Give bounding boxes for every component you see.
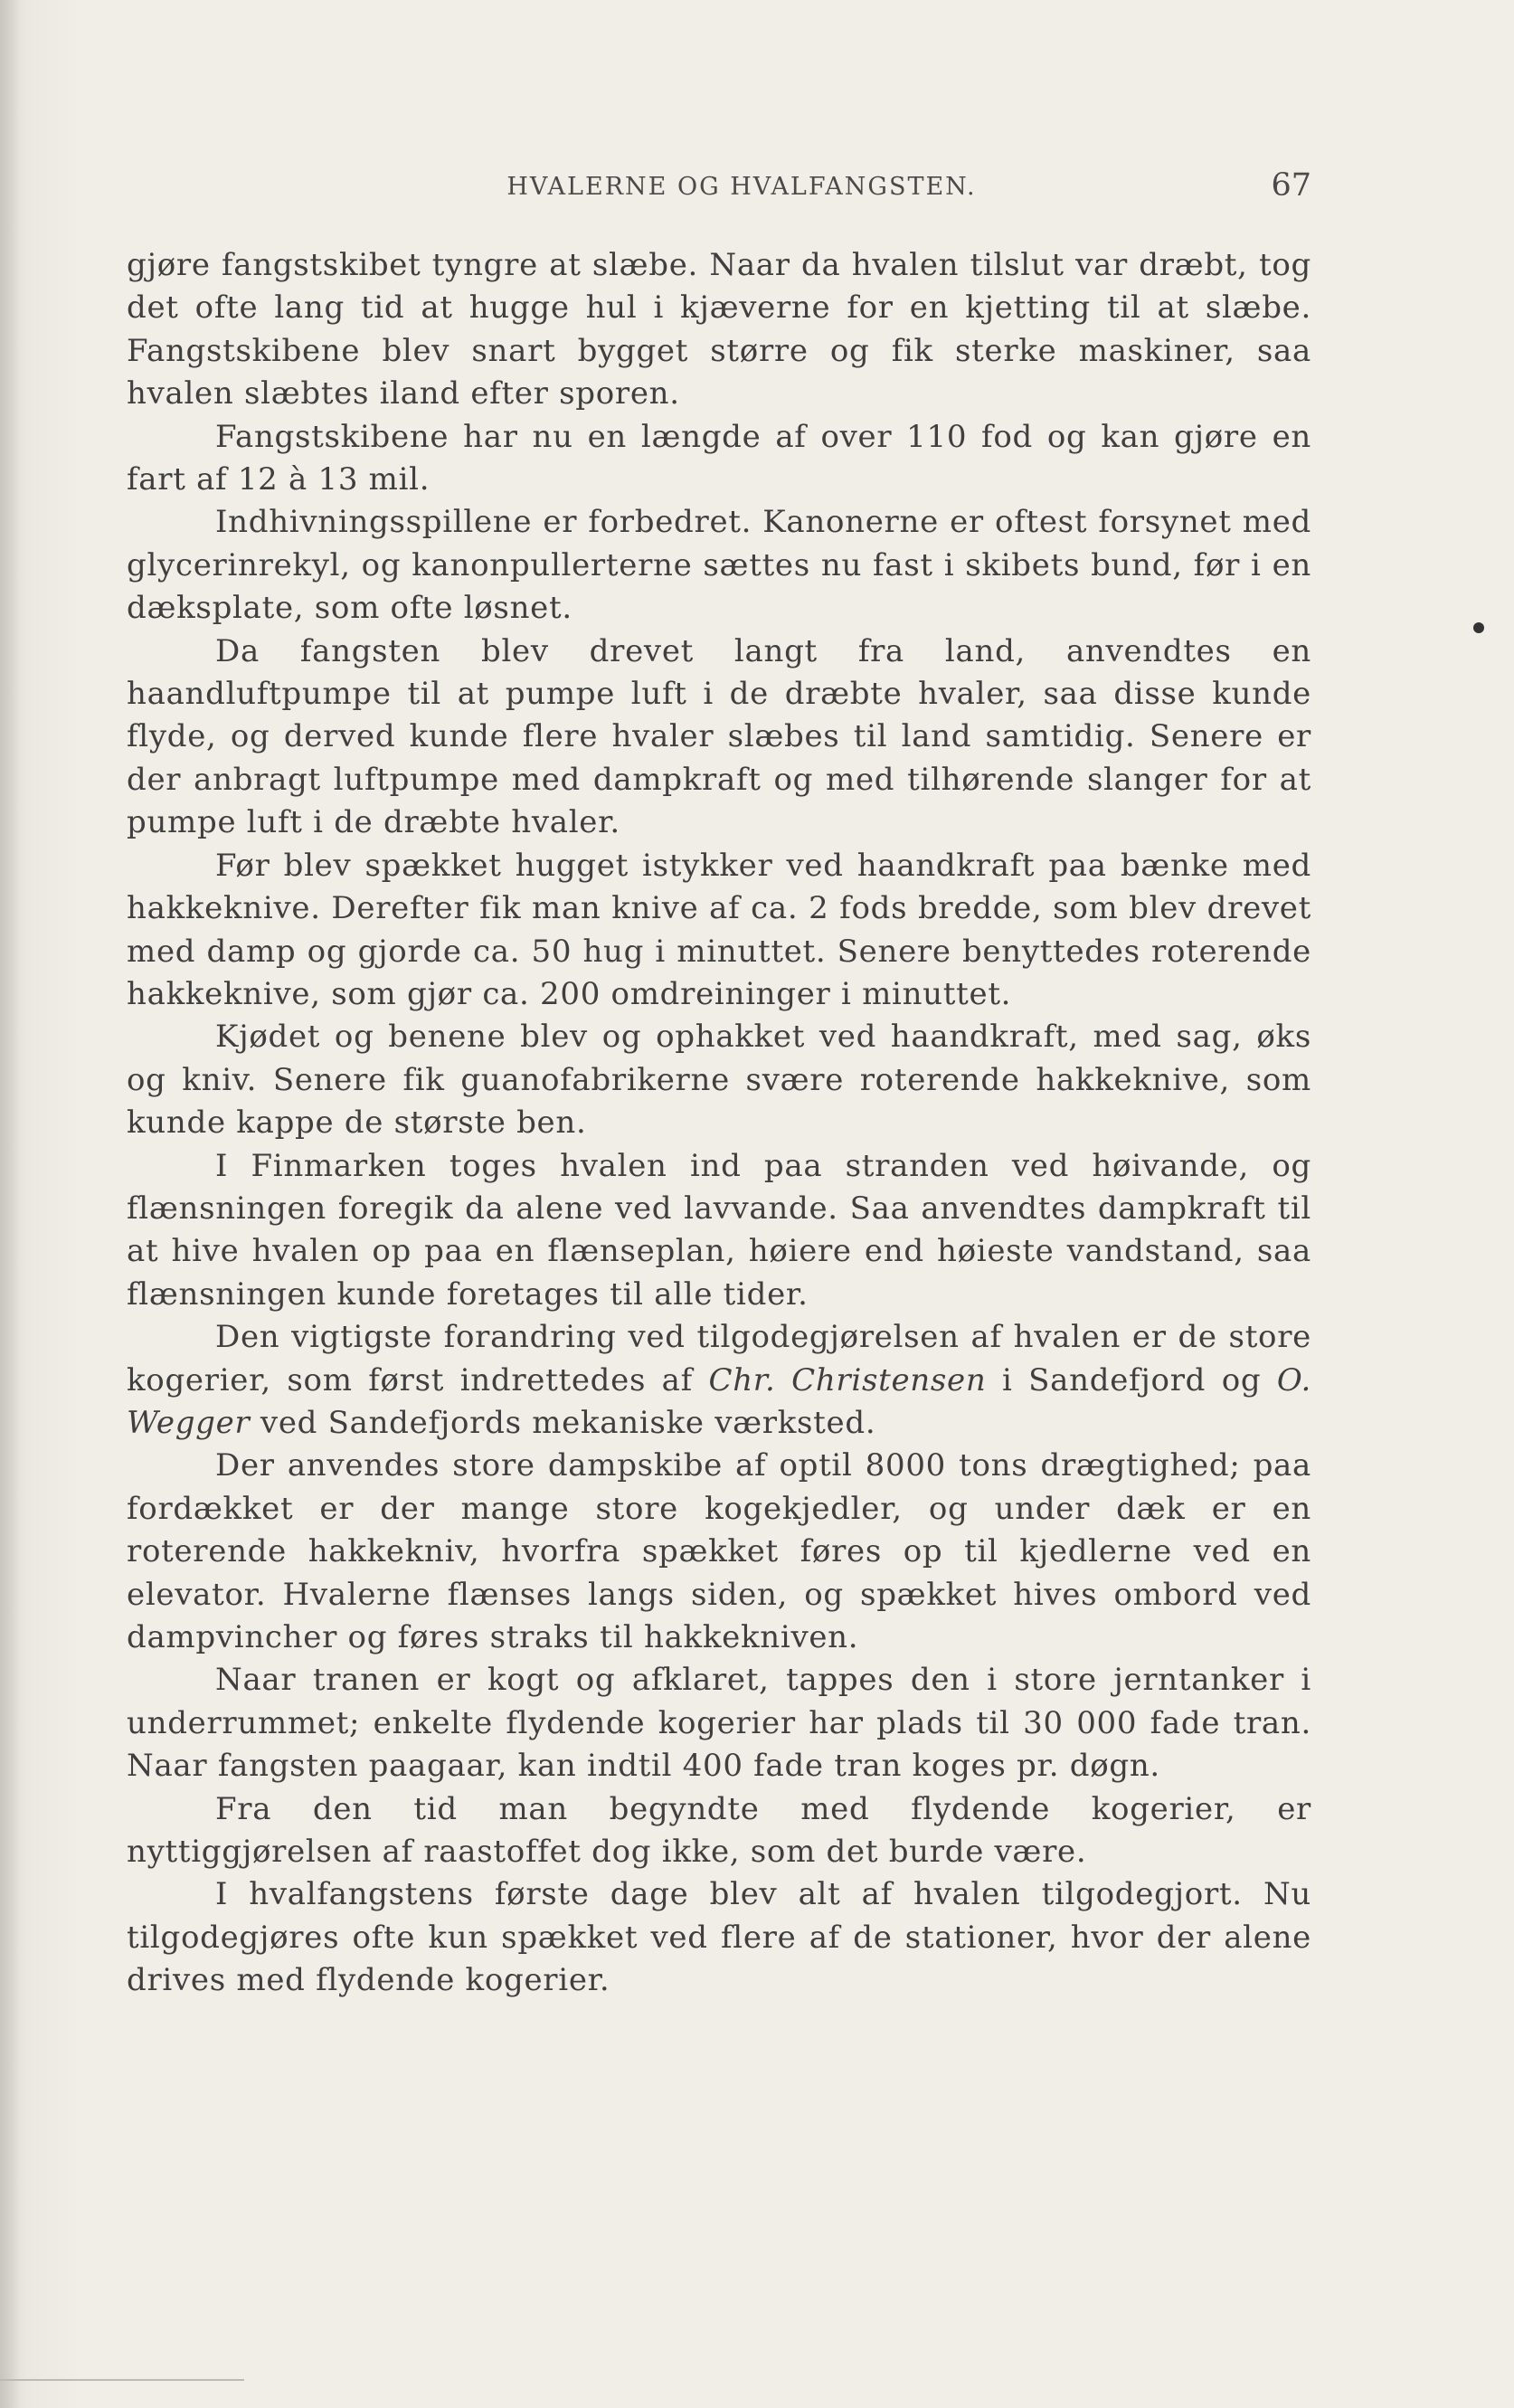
scan-scratch [0, 2379, 244, 2381]
paragraph: Før blev spækket hugget istykker ved haandkraft paa bænke med hakkeknive. Derefter fik man knive af ca. 2 fods bredde, som blev drevet med damp og gjorde ca. 50 hug i minuttet. Senere benyttedes roterende hakkeknive, som gjør ca. 200 omdreininger i minuttet. [127, 847, 1311, 1012]
body-text [127, 244, 1311, 2003]
page-number: 67 [1271, 167, 1311, 204]
running-head: HVALERNE OG HVALFANGSTEN. [506, 173, 977, 201]
person-name: Chr. Christensen [708, 1361, 987, 1398]
paragraph: Den vigtigste forandring ved tilgodegjørelsen af hvalen er de store kogerier, som først indrettedes af Chr. Christensen i Sandefjord og O. Wegger ved Sandefjords mekaniske værksted. [127, 1319, 1311, 1441]
paragraph: Fra den tid man begyndte med flydende kogerier, er nyttiggjørelsen af raastoffet dog ikke, som det burde være. [127, 1790, 1311, 1871]
paragraph: Naar tranen er kogt og afklaret, tappes den i store jerntanker i underrummet; enkelte flydende kogerier har plads til 30 000 fade tran. Naar fangsten paagaar, kan indtil 400 fade tran koges pr. døgn. [127, 1662, 1311, 1785]
paragraph: Kjødet og benene blev og ophakket ved haandkraft, med sag, øks og kniv. Senere fik guanofabrikerne svære roterende hakkeknive, som kunde kappe de største ben. [127, 1019, 1311, 1142]
paragraph: I Finmarken toges hvalen ind paa stranden ved høivande, og flænsningen foregik da alene ved lavvande. Saa anvendtes dampkraft til at hive hvalen op paa en flænseplan, høiere end høieste vandstand, saa flænsningen kunde foretages til alle tider. [127, 1147, 1311, 1313]
paragraph: I hvalfangstens første dage blev alt af hvalen tilgodegjort. Nu tilgodegjøres ofte kun spækket ved flere af de stationer, hvor der alene drives med flydende kogerier. [127, 1876, 1311, 1999]
paragraph: Indhivningsspillene er forbedret. Kanonerne er oftest forsynet med glycerinrekyl, og kanonpullerterne sættes nu fast i skibets bund, før i en dæksplate, som ofte løsnet. [127, 504, 1311, 627]
paragraph: gjøre fangstskibet tyngre at slæbe. Naar da hvalen tilslut var dræbt, tog det ofte lang tid at hugge hul i kjæverne for en kjetting til at slæbe. Fangstskibene blev snart bygget større og fik sterke maskiner, saa hvalen slæbtes iland efter sporen. [127, 247, 1311, 412]
ink-dot [1473, 622, 1484, 633]
paragraph: Fangstskibene har nu en længde af over 110 fod og kan gjøre en fart af 12 à 13 mil. [127, 418, 1311, 498]
person-name: O. Wegger [127, 1361, 1311, 1441]
page-header [127, 167, 1311, 204]
paragraph: Da fangsten blev drevet langt fra land, anvendtes en haandluftpumpe til at pumpe luft i de dræbte hvaler, saa disse kunde flyde, og derved kunde flere hvaler slæbes til land samtidig. Senere er der anbragt luftpumpe med dampkraft og med tilhørende slanger for at pumpe luft i de dræbte hvaler. [127, 632, 1311, 841]
spine-shadow [0, 0, 20, 2408]
paragraph: Der anvendes store dampskibe af optil 8000 tons drægtighed; paa fordækket er der mange store kogekjedler, og under dæk er en roterende hakkekniv, hvorfra spækket føres op til kjedlerne ved en elevator. Hvalerne flænses langs siden, og spækket hives ombord ved dampvincher og føres straks til hakkekniven. [127, 1447, 1311, 1655]
